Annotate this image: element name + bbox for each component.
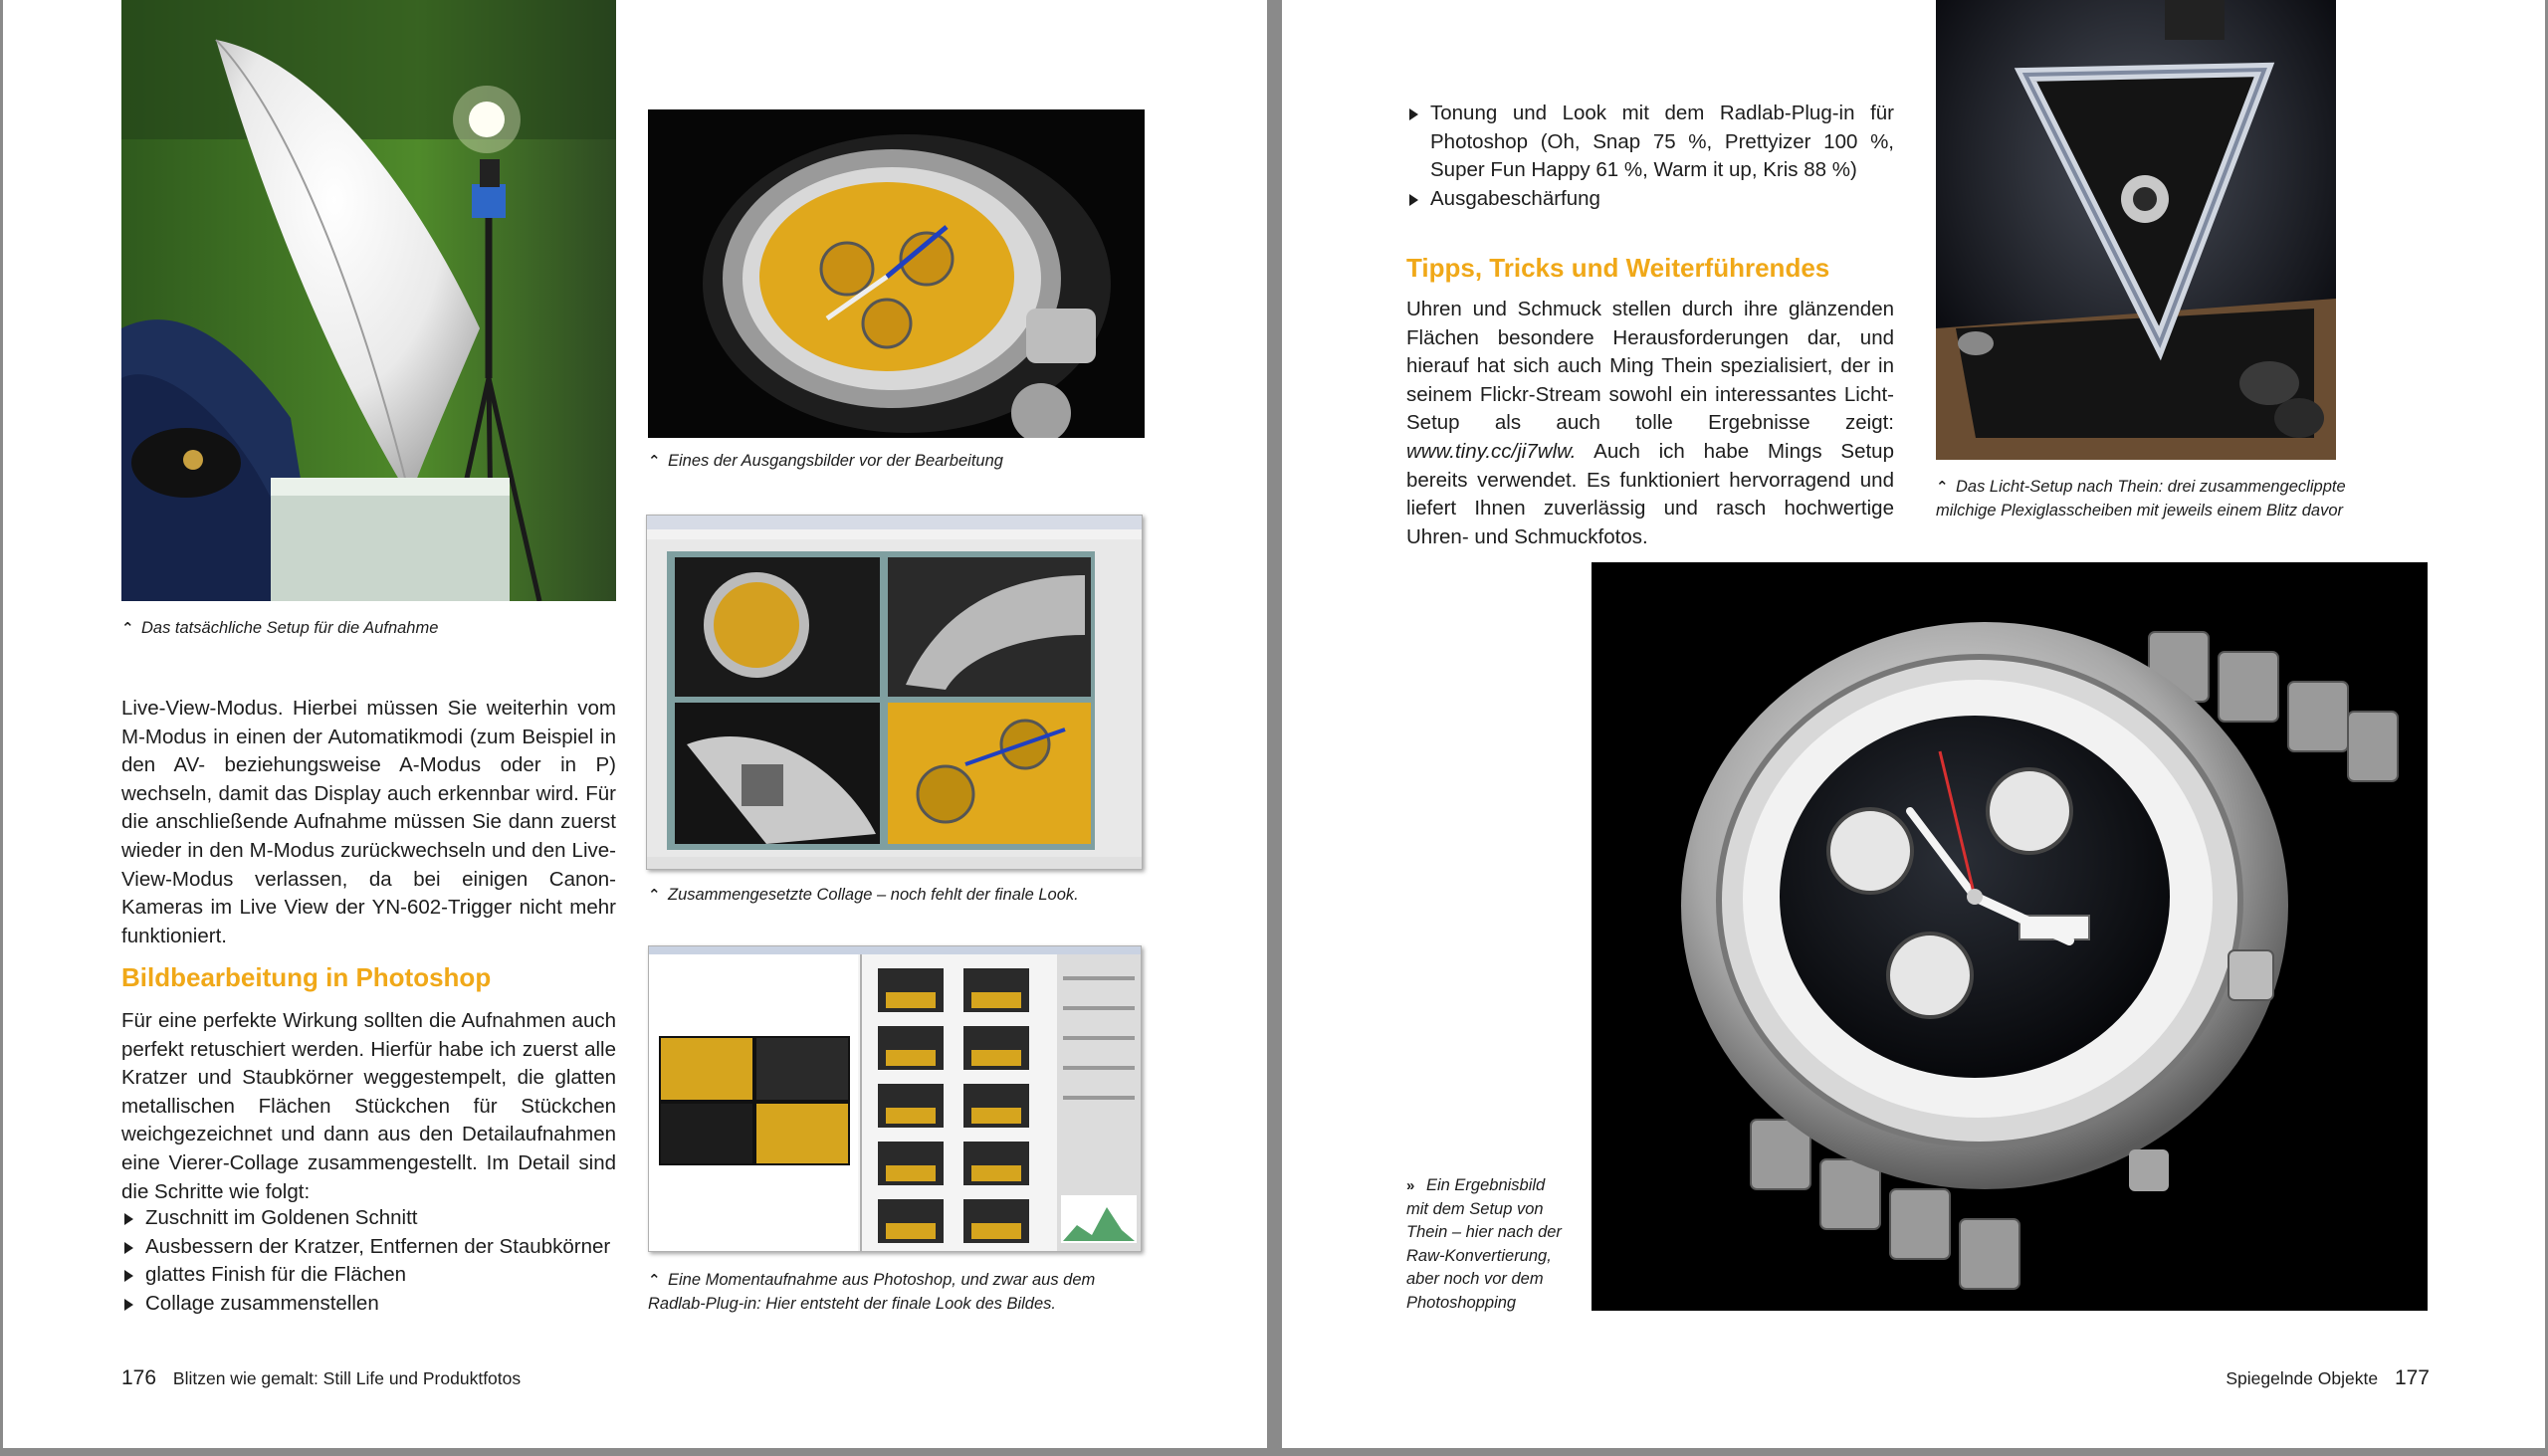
steps-list [121,1204,616,1318]
list-item: Collage zusammenstellen [121,1290,616,1319]
paragraph-tips-text: Uhren und Schmuck stellen durch ihre glänzenden Flächen besondere Herausforderungen dar, und hierauf hat sich auch Ming Thein spezialisiert, der in seinem Flickr-Stream sowohl ein interessantes Licht-Setup als auch tolle Ergebnisse zeigt: [1406,298,1894,435]
caption-snapshot-line2: Radlab-Plug-in: Hier entsteht der finale Look des Bildes. [648,1294,1056,1313]
caption-setup [121,617,619,641]
caption-setup-text: Das tatsächliche Setup für die Aufnahme [141,619,439,637]
source-watch-photo [648,109,1145,438]
running-title: Blitzen wie gemalt: Still Life und Produktfotos [172,1368,522,1388]
paragraph-tips [1406,296,1894,551]
heading-photoshop: Bildbearbeitung in Photoshop [121,962,492,992]
left-page [3,0,1267,1448]
caption-result-line: Thein – hier nach der [1406,1223,1562,1241]
caption-result-line: Raw-Konvertierung, [1406,1246,1552,1265]
list-item: Ausgabeschärfung [1406,185,1894,214]
caption-collage [648,884,1156,908]
list-item: Tonung und Look mit dem Radlab-Plug-in für Photoshop (Oh, Snap 75 %, Prettyizer 100 %, Super Fun Happy 61 %, Warm it up, Kris 88 %) [1406,100,1894,185]
double-chevron-up-icon: ⌃ [648,887,661,904]
right-page [1282,0,2545,1448]
double-chevron-up-icon: ⌃ [121,620,134,637]
caption-result [1406,1174,1595,1315]
caption-result-line: Photoshopping [1406,1293,1517,1312]
caption-collage-text: Zusammengesetzte Collage – noch fehlt der finale Look. [668,886,1079,904]
workflow-list [1406,100,1894,213]
radlab-screenshot [648,945,1142,1252]
light-setup-photo [1936,0,2336,460]
caption-result-line: aber noch vor dem [1406,1270,1544,1288]
result-watch-photo [1592,562,2428,1311]
double-chevron-up-icon: ⌃ [1936,479,1949,496]
heading-tips: Tipps, Tricks und Weiterführendes [1406,253,1830,283]
page-number: 177 [2394,1366,2430,1389]
list-item: glattes Finish für die Flächen [121,1261,616,1290]
left-footer [121,1367,818,1389]
double-chevron-right-icon: » [1406,1177,1415,1194]
caption-result-line: mit dem Setup von [1406,1199,1544,1218]
caption-result-line: Ein Ergebnisbild [1426,1176,1546,1194]
paragraph-liveview: Live-View-Modus. Hierbei müssen Sie weiterhin vom M-Modus in einen der Automatikmodi (zum Beispiel in den AV- beziehungsweise A-Modus oder in P) wechseln, damit das Display auch erkennbar wird. Für die anschließende Aufnahme müssen Sie dann zuerst wieder in den M-Modus zurückwechseln und den Live-View-Modus verlassen, da bei einigen Canon-Kameras im Live View der YN-602-Trigger nicht mehr funktioniert. [121,697,616,947]
caption-snapshot-line1: Eine Momentaufnahme aus Photoshop, und zwar aus dem [668,1271,1096,1289]
caption-light-line2: milchige Plexiglasscheiben mit jeweils einem Blitz davor [1936,501,2344,520]
paragraph-tips-text-end: Auch ich habe Mings Setup bereits verwendet. Es funktioniert hervorragend und liefert Ihnen zuverlässig und rasch hochwertige Uhren- und Schmuckfotos. [1406,439,1894,548]
list-item: Zuschnitt im Goldenen Schnitt [121,1204,616,1233]
running-title: Spiegelnde Objekte [2226,1368,2379,1388]
right-footer [1979,1367,2430,1389]
caption-light-line1: Das Licht-Setup nach Thein: drei zusammengeclippte [1956,478,2346,496]
double-chevron-up-icon: ⌃ [648,1272,661,1289]
caption-light [1936,476,2404,522]
page-number: 176 [121,1366,157,1389]
link-url[interactable]: www.tiny.cc/ji7wlw. [1406,439,1577,463]
double-chevron-up-icon: ⌃ [648,453,661,470]
caption-snapshot [648,1269,1205,1316]
setup-photo [121,0,616,601]
paragraph-photoshop: Für eine perfekte Wirkung sollten die Aufnahmen auch perfekt retuschiert werden. Hierfür habe ich zuerst alle Kratzer und Staubkörner weggestempelt, die glatten metallischen Flächen Stückchen für Stückchen weichgezeichnet und dann aus den Detailaufnahmen eine Vierer-Collage zusammengestellt. Im Detail sind die Schritte wie folgt: [121,1009,616,1203]
list-item: Ausbessern der Kratzer, Entfernen der Staubkörner [121,1233,616,1262]
caption-source [648,450,1156,474]
caption-source-text: Eines der Ausgangsbilder vor der Bearbeitung [668,452,1003,470]
collage-screenshot [646,515,1143,870]
